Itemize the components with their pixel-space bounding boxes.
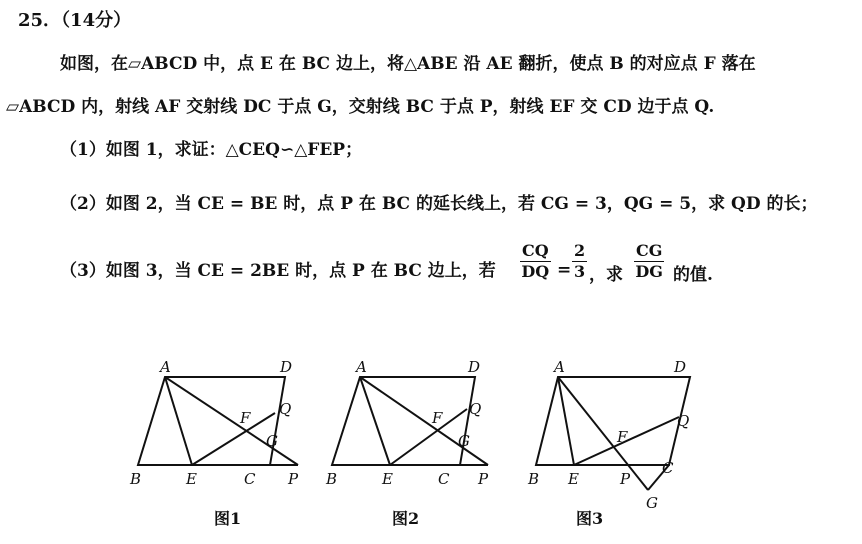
question-3-mid: ，求 <box>589 265 623 285</box>
label-b: B <box>528 470 540 488</box>
ray-ef <box>192 413 275 465</box>
label-g: G <box>266 432 278 450</box>
fraction-cq-dq <box>520 241 551 282</box>
fraction-numerator: 2 <box>574 241 586 260</box>
label-b: B <box>130 470 142 488</box>
fraction-numerator: CG <box>636 241 663 260</box>
label-e: E <box>186 470 197 488</box>
segment-ae <box>165 377 192 465</box>
label-q: Q <box>469 400 482 418</box>
segment-ae <box>360 377 390 465</box>
question-1: （1）如图 1，求证：△CEQ∽△FEP； <box>60 140 363 160</box>
label-a: A <box>160 358 171 376</box>
question-2: （2）如图 2，当 CE = BE 时，点 P 在 BC 的延长线上，若 CG = 3，QG = 5，求 QD 的长； <box>60 194 818 214</box>
question-3-suffix: 的值. <box>673 265 713 285</box>
segment-ae <box>558 377 574 465</box>
label-f: F <box>617 428 628 446</box>
label-g: G <box>646 494 658 512</box>
label-g: G <box>458 432 470 450</box>
label-p: P <box>478 470 489 488</box>
fraction-cg-dg <box>634 241 664 282</box>
figure-2-caption: 图2 <box>392 509 420 528</box>
label-c: C <box>244 470 256 488</box>
label-p: P <box>288 470 299 488</box>
label-c: C <box>662 459 674 477</box>
problem-number: 25．（14分） <box>18 10 132 31</box>
label-d: D <box>468 358 481 376</box>
label-b: B <box>326 470 338 488</box>
fraction-two-thirds <box>572 241 587 282</box>
parallelogram-abcd <box>332 377 475 465</box>
label-e: E <box>382 470 393 488</box>
fraction-denominator: DG <box>635 262 663 281</box>
label-p: P <box>620 470 631 488</box>
parallelogram-abcd <box>536 377 690 465</box>
problem-intro-line2: ▱ABCD 内，射线 AF 交射线 DC 于点 G，交射线 BC 于点 P，射线 EF 交 CD 边于点 Q. <box>6 97 715 117</box>
fraction-denominator: 3 <box>574 262 586 281</box>
label-d: D <box>280 358 293 376</box>
figure-2-diagram <box>320 350 520 500</box>
label-a: A <box>554 358 565 376</box>
label-e: E <box>568 470 579 488</box>
problem-intro-line1: 如图，在▱ABCD 中，点 E 在 BC 边上，将△ABE 沿 AE 翻折，使点 B 的对应点 F 落在 <box>60 54 756 74</box>
fraction-numerator: CQ <box>522 241 549 260</box>
label-q: Q <box>677 412 690 430</box>
figure-1-diagram <box>120 350 320 500</box>
question-3-prefix: （3）如图 3，当 CE = 2BE 时，点 P 在 BC 边上，若 <box>60 261 496 281</box>
label-a: A <box>356 358 367 376</box>
figure-3-caption: 图3 <box>576 509 604 528</box>
ray-ef <box>390 409 467 465</box>
ray-af <box>360 377 488 465</box>
label-f: F <box>432 409 443 427</box>
figure-3-diagram <box>522 350 722 510</box>
figure-1-caption: 图1 <box>214 509 242 528</box>
fraction-denominator: DQ <box>521 262 550 281</box>
equals-sign: = <box>557 260 572 280</box>
label-q: Q <box>279 400 292 418</box>
label-d: D <box>674 358 687 376</box>
label-f: F <box>240 409 251 427</box>
label-c: C <box>438 470 450 488</box>
